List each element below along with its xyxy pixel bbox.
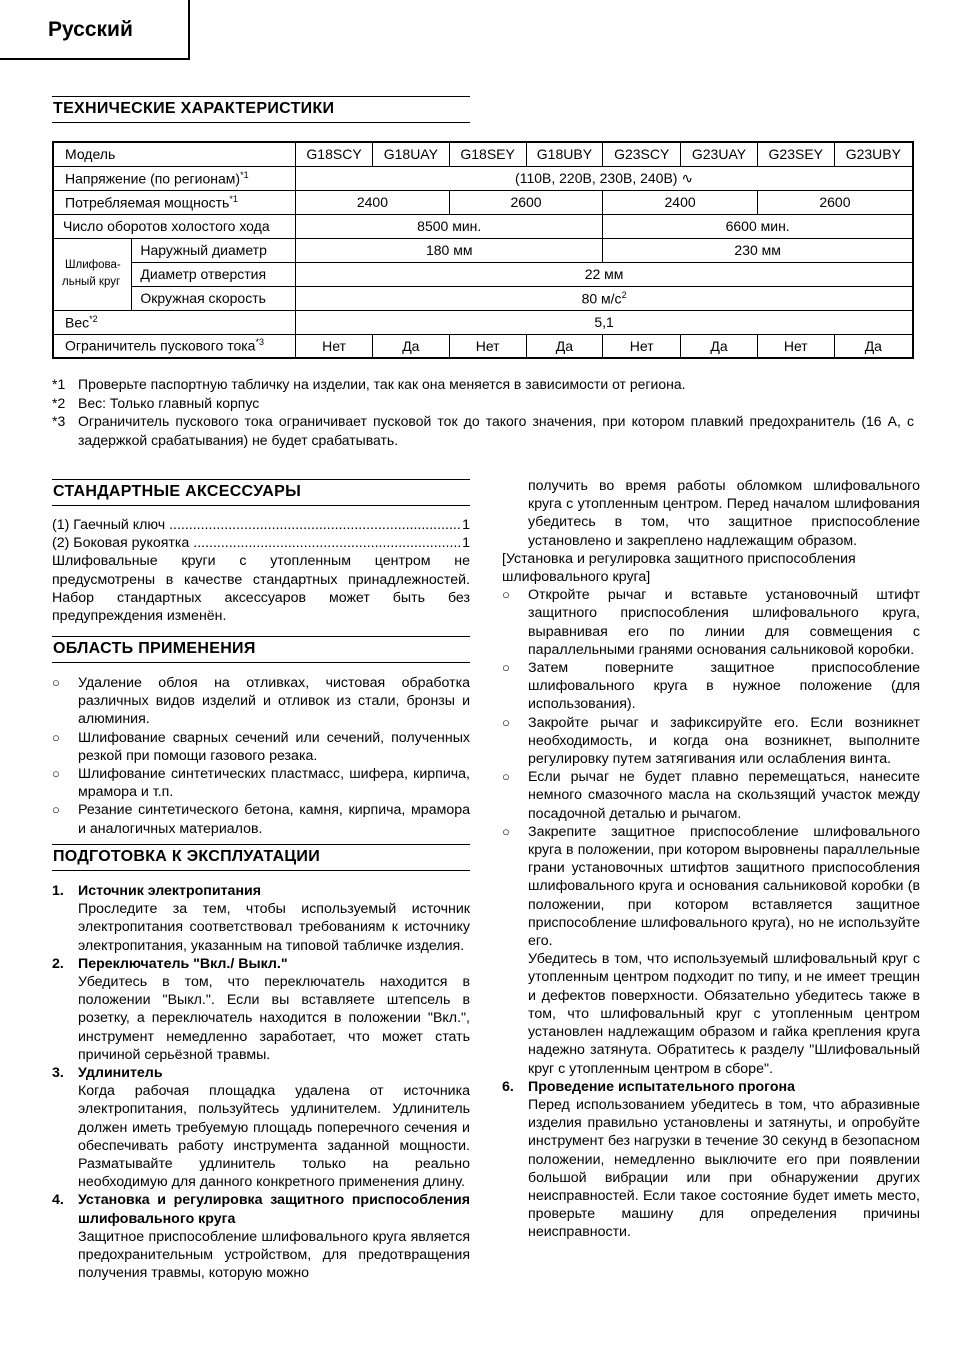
weight-label: Вес — [65, 314, 90, 331]
guard-subheading: [Установка и регулировка защитного приспособления шлифовального круга] — [502, 550, 856, 586]
numbered-item: 1. Источник электропитания Проследите за тем, чтобы используемый источник электропитания соответствовал требованиям к источнику электропитания, указанным на типовой табличке изделия. — [52, 883, 470, 954]
preparation-list — [52, 882, 470, 1282]
model-cell: G23SEY — [757, 142, 834, 166]
footnote — [52, 412, 914, 449]
footnote — [52, 375, 914, 394]
model-cell: G18UAY — [372, 142, 449, 166]
voltage-mark: *1 — [240, 169, 249, 180]
accessories-section — [52, 516, 470, 625]
power-value: 2400 — [296, 190, 450, 214]
right-column — [502, 477, 920, 1242]
outer-diameter-label: Наружный диаметр — [132, 238, 296, 262]
ac-symbol-icon: ∿ — [681, 169, 694, 186]
model-cell: G23UBY — [834, 142, 913, 166]
footnote — [52, 394, 914, 413]
wheel-group-line: льный круг — [62, 276, 121, 288]
list-item: ○ Если рычаг не будет плавно перемещаться, нанесите немного смазочного масла на скользящий участок между посадочной деталью и рычагом. — [502, 769, 920, 822]
limiter-value: Нет — [603, 334, 681, 358]
spec-row-limiter — [53, 334, 913, 358]
spec-row-rpm — [53, 214, 913, 238]
preparation-heading: ПОДГОТОВКА К ЭКСПЛУАТАЦИИ — [52, 844, 470, 871]
voltage-value: (110B, 220B, 230B, 240B) — [515, 169, 678, 186]
rpm-label: Число оборотов холостого хода — [53, 214, 296, 238]
peripheral-speed-value: 80 м/с — [581, 290, 622, 307]
list-item: ○ Резание синтетического бетона, камня, кирпича, мрамора и аналогичных материалов. — [52, 802, 470, 837]
accessory-item — [52, 534, 470, 552]
circle-bullet-icon: ○ — [52, 766, 60, 782]
footnote-mark: *3 — [52, 413, 66, 429]
hole-diameter-label: Диаметр отверстия — [132, 262, 296, 286]
spec-row-voltage — [53, 166, 913, 190]
circle-bullet-icon: ○ — [502, 587, 510, 603]
applications-heading: ОБЛАСТЬ ПРИМЕНЕНИЯ — [52, 636, 470, 663]
power-value: 2600 — [449, 190, 603, 214]
limiter-value: Да — [372, 334, 449, 358]
footnote-text: Ограничитель пускового тока ограничивает пусковой ток до такого значения, при котором плавкий предохранитель (16 А, с задержкой срабатывания) не будет срабатывать. — [78, 413, 914, 448]
spec-table — [52, 141, 914, 359]
power-label: Потребляемая мощность — [65, 194, 230, 211]
accessory-qty: 1 — [462, 535, 470, 552]
continuation-text: получить во время работы обломком шлифовального круга с утопленным центром. Перед началом шлифования убедитесь в том, что защитное приспособление установлено и закреплено надлежащим образом. — [528, 478, 920, 549]
accessories-heading: СТАНДАРТНЫЕ АКСЕССУАРЫ — [52, 479, 470, 506]
wheel-group-line: Шлифова- — [65, 259, 121, 271]
footnotes — [52, 375, 914, 449]
numbered-item: 4. Установка и регулировка защитного приспособления шлифовального круга Защитное приспособление шлифовального круга является предохранительным устройством, для предотвращения получения травмы, которую можно — [52, 1192, 470, 1282]
accessory-label: (1) Гаечный ключ ..... — [52, 516, 462, 534]
model-cell: G23UAY — [681, 142, 758, 166]
check-paragraph: Убедитесь в том, что используемый шлифовальный круг с утопленным центром подходит по типу, и не имеет трещин и дефектов поверхности. Обязательно убедитесь также в том, что шлифовальный круг с утопленным центром установлен надлежащим образом и гайка крепления круга надежно затянута. Обратитесь к разделу "Шлифовальный круг с утопленным центром в сборе". — [528, 951, 920, 1077]
footnote-mark: *2 — [52, 394, 66, 411]
limiter-value: Нет — [757, 334, 834, 358]
rpm-value: 6600 мин. — [603, 214, 913, 238]
model-cell: G18SCY — [296, 142, 373, 166]
circle-bullet-icon: ○ — [52, 675, 60, 690]
model-label: Модель — [53, 142, 296, 166]
weight-mark: *2 — [89, 313, 98, 324]
weight-value: 5,1 — [296, 310, 913, 334]
accessories-note: Шлифовальные круги с утопленным центром не предусмотрены в качестве стандартных принадлежностей. Набор стандартных аксессуаров может быть без предупреждения изменён. — [52, 553, 470, 625]
limiter-mark: *3 — [255, 337, 264, 348]
list-item: ○ Шлифование синтетических пластмасс, шифера, кирпича, мрамора и т.п. — [52, 766, 470, 801]
numbered-item: 6. Проведение испытательного прогона Перед использованием убедитесь в том, что абразивные изделия правильно установлены и затянуты, и опробуйте инструмент без нагрузки в течение 30 секунд в безопасном положении, немедленно выключите его при появлении большой вибрации или при обнаружении других неисправностей. Если такое состояние будет иметь место, проверьте машину для определения причины неисправности. — [502, 1078, 920, 1241]
model-cell: G23SCY — [603, 142, 681, 166]
language-label: Русский — [48, 18, 133, 41]
rpm-value: 8500 мин. — [296, 214, 603, 238]
power-mark: *1 — [229, 193, 238, 204]
spec-row-power — [53, 190, 913, 214]
list-item: ○ Закройте рычаг и зафиксируйте его. Если возникнет необходимость, и когда она возникнет, выполните регулировку путем затягивания или ослабления винта. — [502, 714, 920, 768]
footnote-mark: *1 — [52, 376, 66, 392]
circle-bullet-icon: ○ — [502, 714, 510, 730]
model-cell: G18SEY — [449, 142, 526, 166]
circle-bullet-icon: ○ — [52, 802, 60, 818]
footnote-text: Проверьте паспортную табличку на изделии, так как она меняется в зависимости от региона. — [78, 376, 686, 392]
accessory-qty: 1 — [462, 517, 470, 533]
limiter-value: Нет — [449, 334, 526, 358]
list-item: ○ Удаление облоя на отливках, чистовая обработка различных видов изделий и отливок из стали, бронзы и алюминия. — [52, 675, 470, 728]
limiter-value: Да — [834, 334, 913, 358]
numbered-item: 2. Переключатель "Вкл./ Выкл." Убедитесь в том, что переключатель находится в положении "Выкл.". Если вы вставляете штепсель в розетку, а переключатель находится в положении "Вкл.", инструмент немедленно заработает, что может стать причиной серьёзной травмы. — [52, 955, 470, 1063]
limiter-value: Да — [681, 334, 758, 358]
spec-row-outer-diameter — [53, 238, 913, 262]
spec-row-hole-diameter — [53, 262, 913, 286]
list-item: ○ Закрепите защитное приспособление шлифовального круга в положении, при котором выровнены параллельные грани установочных штифтов защитного приспособления шлифовального круга и основания сальниковой коробки (в положении, при котором вставляется защитное приспособление шлифовального круга), но не используйте его. — [502, 823, 920, 950]
spec-row-weight — [53, 310, 913, 334]
voltage-label: Напряжение (по регионам) — [65, 170, 241, 187]
outer-diameter-value: 230 мм — [603, 238, 913, 262]
wheel-group-label — [53, 238, 132, 310]
spec-heading: ТЕХНИЧЕСКИЕ ХАРАКТЕРИСТИКИ — [52, 96, 470, 123]
footnote-text: Вес: Только главный корпус — [78, 394, 260, 411]
spec-row-model — [53, 142, 913, 166]
circle-bullet-icon: ○ — [502, 823, 510, 839]
accessory-item — [52, 516, 470, 534]
limiter-label: Ограничитель пускового тока — [65, 338, 256, 355]
power-value: 2400 — [603, 190, 758, 214]
circle-bullet-icon: ○ — [502, 769, 510, 785]
model-cell: G18UBY — [526, 142, 603, 166]
limiter-value: Да — [526, 334, 603, 358]
numbered-item: 3. Удлинитель Когда рабочая площадка удалена от источника электропитания, пользуйтесь удлинителем. Удлинитель должен иметь требуемую площадь поперечного сечения и обеспечивать работу инструмента заданной мощности. Разматывайте удлинитель только на реально необходимую для данного конкретного применения длину. — [52, 1065, 470, 1191]
circle-bullet-icon: ○ — [502, 660, 510, 676]
list-item: ○ Затем поверните защитное приспособление шлифовального круга в нужное положение (для использования). — [502, 660, 920, 713]
accessory-label: (2) Боковая рукоятка ..... — [52, 534, 462, 552]
list-item: ○ Откройте рычаг и вставьте установочный штифт защитного приспособления шлифовального круга, выравнивая его по линии для совмещения с параллельными гранями основания сальниковой коробки. — [502, 587, 920, 658]
peripheral-speed-label: Окружная скорость — [132, 286, 296, 310]
power-value: 2600 — [757, 190, 913, 214]
hole-diameter-value: 22 мм — [296, 262, 913, 286]
peripheral-speed-sup: 2 — [621, 289, 627, 300]
language-tab — [0, 0, 190, 60]
limiter-value: Нет — [296, 334, 373, 358]
applications-list — [52, 674, 470, 838]
outer-diameter-value: 180 мм — [296, 238, 603, 262]
list-item: ○ Шлифование сварных сечений или сечений, полученных резкой при помощи газового резака. — [52, 729, 470, 764]
circle-bullet-icon: ○ — [52, 729, 60, 745]
spec-row-peripheral-speed — [53, 286, 913, 310]
